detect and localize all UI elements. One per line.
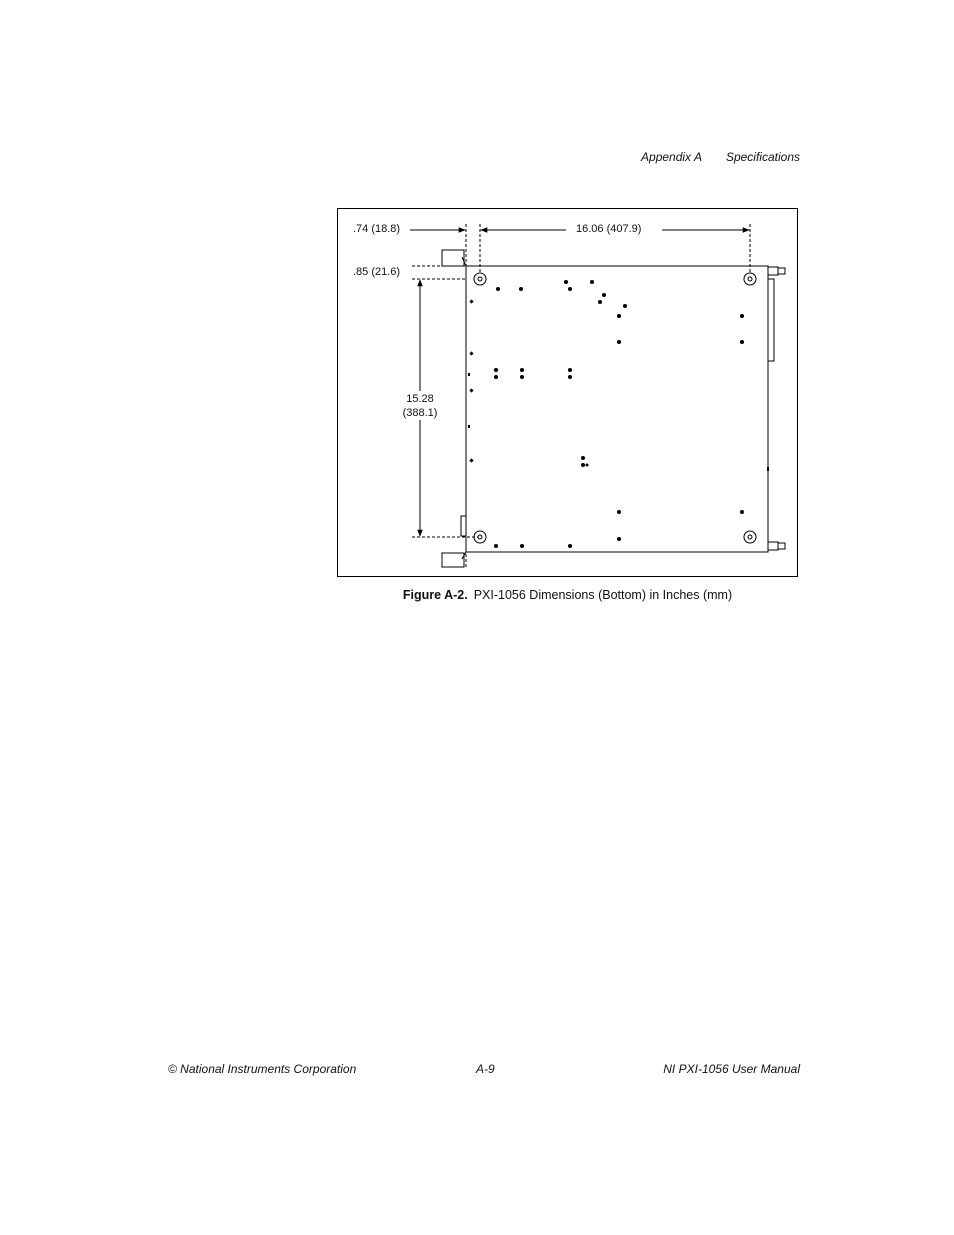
header-section: Specifications xyxy=(725,150,800,164)
top-right-handle xyxy=(768,267,785,275)
dimension-top-offset: .85 (21.6) xyxy=(353,266,401,278)
dimension-height xyxy=(398,392,442,420)
figure-caption-text: PXI-1056 Dimensions (Bottom) in Inches (mm) xyxy=(473,588,733,602)
right-side-panel xyxy=(768,279,774,361)
dimension-height-inches: 15.28 xyxy=(406,393,434,405)
figure-frame xyxy=(337,208,798,577)
figure-label: Figure A-2. xyxy=(402,588,468,602)
chassis-outline xyxy=(466,266,768,552)
bottom-bracket xyxy=(442,553,464,567)
footer-manual-title: NI PXI-1056 User Manual xyxy=(663,1062,800,1076)
dimension-height-mm: (388.1) xyxy=(402,407,438,419)
footer-copyright: © National Instruments Corporation xyxy=(168,1062,357,1076)
running-header xyxy=(641,150,800,164)
top-bracket xyxy=(442,250,464,266)
figure-caption xyxy=(337,588,798,602)
header-appendix: Appendix A xyxy=(641,150,702,164)
footer-page-number: A-9 xyxy=(476,1062,495,1076)
dimension-width: 16.06 (407.9) xyxy=(576,223,642,235)
dimension-left-offset: .74 (18.8) xyxy=(353,223,401,235)
bottom-right-handle xyxy=(768,542,785,550)
